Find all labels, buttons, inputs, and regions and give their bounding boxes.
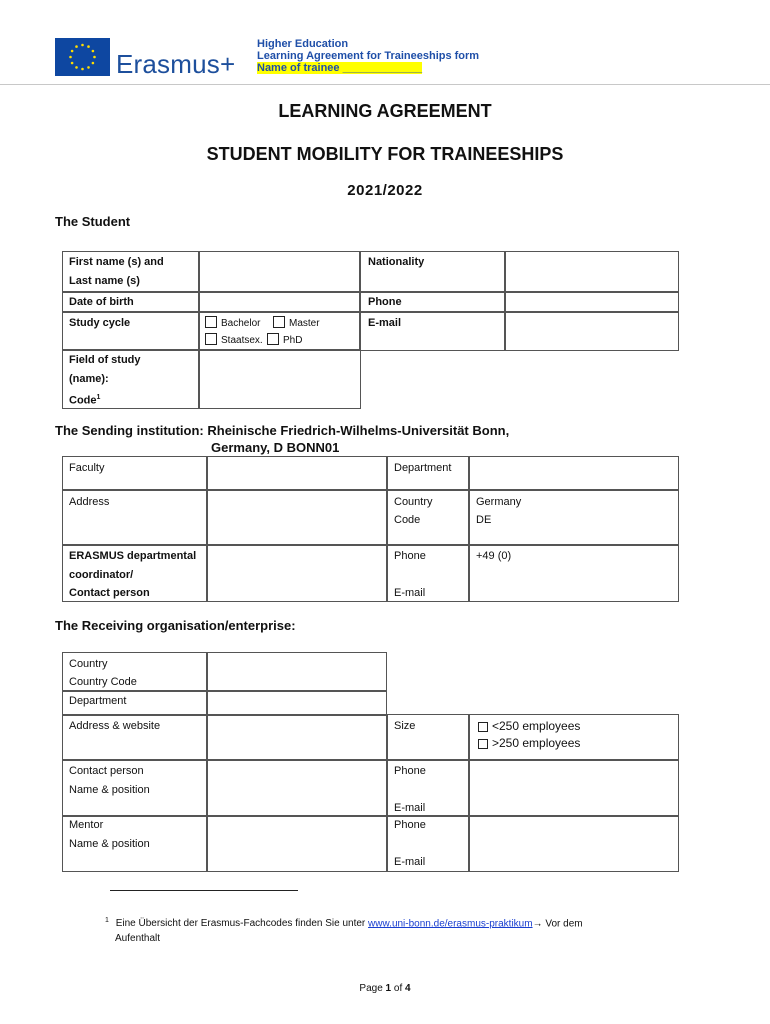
header-line-2: Learning Agreement for Traineeships form — [257, 50, 480, 62]
dob-input[interactable] — [198, 291, 361, 313]
sending-phone-label: Phone — [394, 550, 426, 562]
pager-current: 1 — [385, 983, 392, 994]
first-name-label: First name (s) and — [69, 256, 164, 268]
erasmus-brand: Erasmus+ — [116, 49, 236, 79]
checkbox-icon — [478, 722, 488, 732]
contact-input[interactable] — [206, 759, 388, 817]
checkbox-staatsex[interactable] — [205, 331, 263, 350]
field-input[interactable] — [198, 349, 361, 409]
recv-phone-input[interactable] — [468, 759, 679, 817]
country-label: Country — [394, 496, 433, 508]
recv-phone-label: Phone — [394, 765, 426, 777]
sending-phone-value: +49 (0) — [476, 550, 512, 562]
coordinator-label-1: ERASMUS departmental — [69, 550, 197, 562]
page-subtitle: STUDENT MOBILITY FOR TRAINEESHIPS — [206, 144, 564, 164]
nationality-input[interactable] — [504, 251, 679, 293]
phd-label: PhD — [283, 335, 303, 346]
field-label-1: Field of study — [69, 354, 141, 366]
department-label: Department — [394, 462, 452, 474]
recv-country-code-label: Country Code — [69, 676, 137, 688]
staatsex-label: Staatsex. — [221, 335, 263, 346]
receiving-heading: The Receiving organisation/enterprise: — [55, 618, 296, 633]
recv-email-label: E-mail — [394, 802, 426, 814]
coordinator-label-3: Contact person — [69, 587, 150, 599]
address-input[interactable] — [206, 489, 388, 546]
study-cycle-label: Study cycle — [69, 317, 131, 329]
size-small-label: <250 employees — [492, 719, 581, 733]
faculty-label: Faculty — [69, 462, 105, 474]
mentor-name-position-label: Name & position — [69, 838, 150, 850]
size-large-label: >250 employees — [492, 736, 581, 750]
footnote-ref: 1 — [96, 394, 101, 401]
checkbox-icon — [205, 333, 217, 345]
header-trainee-name[interactable]: Name of trainee _____________ — [257, 62, 423, 74]
country-value: Germany — [476, 496, 522, 508]
faculty-input[interactable] — [206, 456, 388, 491]
sending-email-label: E-mail — [394, 587, 426, 599]
pager-of-label: of — [393, 983, 403, 994]
footnote — [105, 913, 635, 946]
address-label: Address — [69, 496, 110, 508]
recv-department-label: Department — [69, 695, 127, 707]
size-label: Size — [394, 720, 416, 732]
recv-country-input[interactable] — [206, 652, 387, 692]
master-label: Master — [289, 318, 320, 329]
page-number — [0, 983, 770, 994]
code-value: DE — [476, 514, 492, 526]
checkbox-icon — [273, 316, 285, 328]
recv-address-label: Address & website — [69, 720, 161, 732]
email-label: E-mail — [368, 317, 402, 329]
contact-name-position-label: Name & position — [69, 784, 150, 796]
sending-heading: The Sending institution: Rheinische Friedrich-Wilhelms-Universität Bonn, — [55, 423, 510, 438]
contact-label: Contact person — [69, 765, 144, 777]
recv-address-input[interactable] — [206, 714, 388, 761]
academic-year: 2021/2022 — [347, 182, 423, 199]
department-input[interactable] — [468, 456, 679, 491]
mentor-phone-label: Phone — [394, 819, 426, 831]
size-large-option[interactable] — [478, 734, 580, 753]
footnote-text-line2: Aufenthalt — [115, 933, 161, 945]
header-divider — [0, 84, 770, 85]
footnote-number: 1 — [105, 917, 109, 924]
checkbox-icon — [267, 333, 279, 345]
coordinator-input[interactable] — [206, 544, 388, 602]
footnote-text-after: → Vor dem — [532, 918, 583, 930]
phone-label: Phone — [368, 296, 402, 308]
header-line-1: Higher Education — [257, 38, 349, 50]
checkbox-phd[interactable] — [267, 331, 302, 350]
sending-heading-2: Germany, D BONN01 — [211, 440, 340, 455]
last-name-label: Last name (s) — [69, 275, 140, 287]
student-heading: The Student — [55, 214, 131, 229]
bachelor-label: Bachelor — [221, 318, 261, 329]
checkbox-icon — [478, 739, 488, 749]
dob-label: Date of birth — [69, 296, 134, 308]
phone-input[interactable] — [504, 291, 679, 313]
recv-country-label: Country — [69, 658, 108, 670]
mentor-email-label: E-mail — [394, 856, 426, 868]
page-title: LEARNING AGREEMENT — [278, 101, 492, 121]
code-label: Code — [394, 514, 421, 526]
footnote-divider — [110, 890, 298, 891]
mentor-input[interactable] — [206, 815, 388, 872]
pager-total: 4 — [405, 983, 411, 994]
checkbox-icon — [205, 316, 217, 328]
nationality-label: Nationality — [368, 256, 425, 268]
code-text: Code — [69, 394, 97, 407]
coordinator-label-2: coordinator/ — [69, 569, 134, 581]
footnote-text: Eine Übersicht der Erasmus-Fachcodes finden Sie unter — [115, 918, 366, 930]
name-input[interactable] — [198, 251, 361, 293]
pager-page-label: Page — [359, 983, 383, 994]
email-input[interactable] — [504, 311, 679, 351]
field-code-label — [69, 388, 100, 411]
recv-department-input[interactable] — [206, 690, 387, 716]
footnote-link[interactable]: www.uni-bonn.de/erasmus-praktikum — [368, 918, 533, 930]
field-label-2: (name): — [69, 373, 109, 385]
mentor-label: Mentor — [69, 819, 104, 831]
eu-flag-logo — [55, 38, 110, 76]
mentor-phone-input[interactable] — [468, 815, 679, 872]
